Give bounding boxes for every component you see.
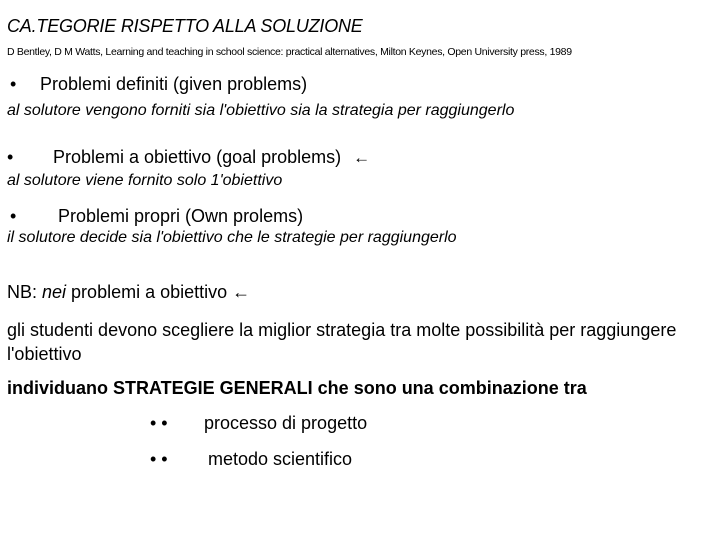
nb-emphasis: nei: [42, 282, 67, 302]
bullet-icon: • •: [150, 413, 168, 433]
strategies-heading: individuano STRATEGIE GENERALI che sono una combinazione tra: [7, 378, 587, 398]
category-item-given: [10, 74, 307, 95]
nb-text: problemi a obiettivo: [66, 282, 228, 302]
sub-item-scientific-method: [150, 449, 352, 470]
category-item-own: [10, 206, 303, 227]
sub-item-label: processo di progetto: [204, 413, 368, 433]
arrow-left-icon: ←: [232, 282, 251, 302]
category-item-goal: [7, 147, 370, 168]
category-label: Problemi definiti (given problems): [40, 74, 308, 94]
sub-item-design-process: [150, 413, 367, 434]
category-description: il solutore decide sia l'obiettivo che le strategie per raggiungerlo: [7, 229, 457, 246]
category-description: al solutore viene fornito solo 1'obiettivo: [7, 172, 283, 189]
bullet-icon: • •: [150, 449, 168, 469]
sub-item-label: metodo scientifico: [208, 449, 353, 469]
nb-note: [7, 282, 250, 303]
explanation-paragraph: gli studenti devono scegliere la miglior strategia tra molte possibilità per raggiungere l'obiettivo: [7, 320, 677, 364]
arrow-left-icon: ←: [353, 148, 371, 167]
bullet-icon: •: [7, 147, 14, 167]
bullet-icon: •: [10, 74, 17, 94]
category-label: Problemi propri (Own prolems): [58, 206, 304, 226]
slide-title: CA.TEGORIE RISPETTO ALLA SOLUZIONE: [7, 16, 363, 36]
category-description: al solutore vengono forniti sia l'obiettivo sia la strategia per raggiungerlo: [7, 102, 515, 119]
category-label: Problemi a obiettivo (goal problems): [53, 147, 342, 167]
reference-citation: D Bentley, D M Watts, Learning and teaching in school science: practical alternatives, Milton Keynes, Open University press, 1989: [7, 46, 572, 58]
nb-prefix: NB:: [7, 282, 43, 302]
bullet-icon: •: [10, 206, 17, 226]
